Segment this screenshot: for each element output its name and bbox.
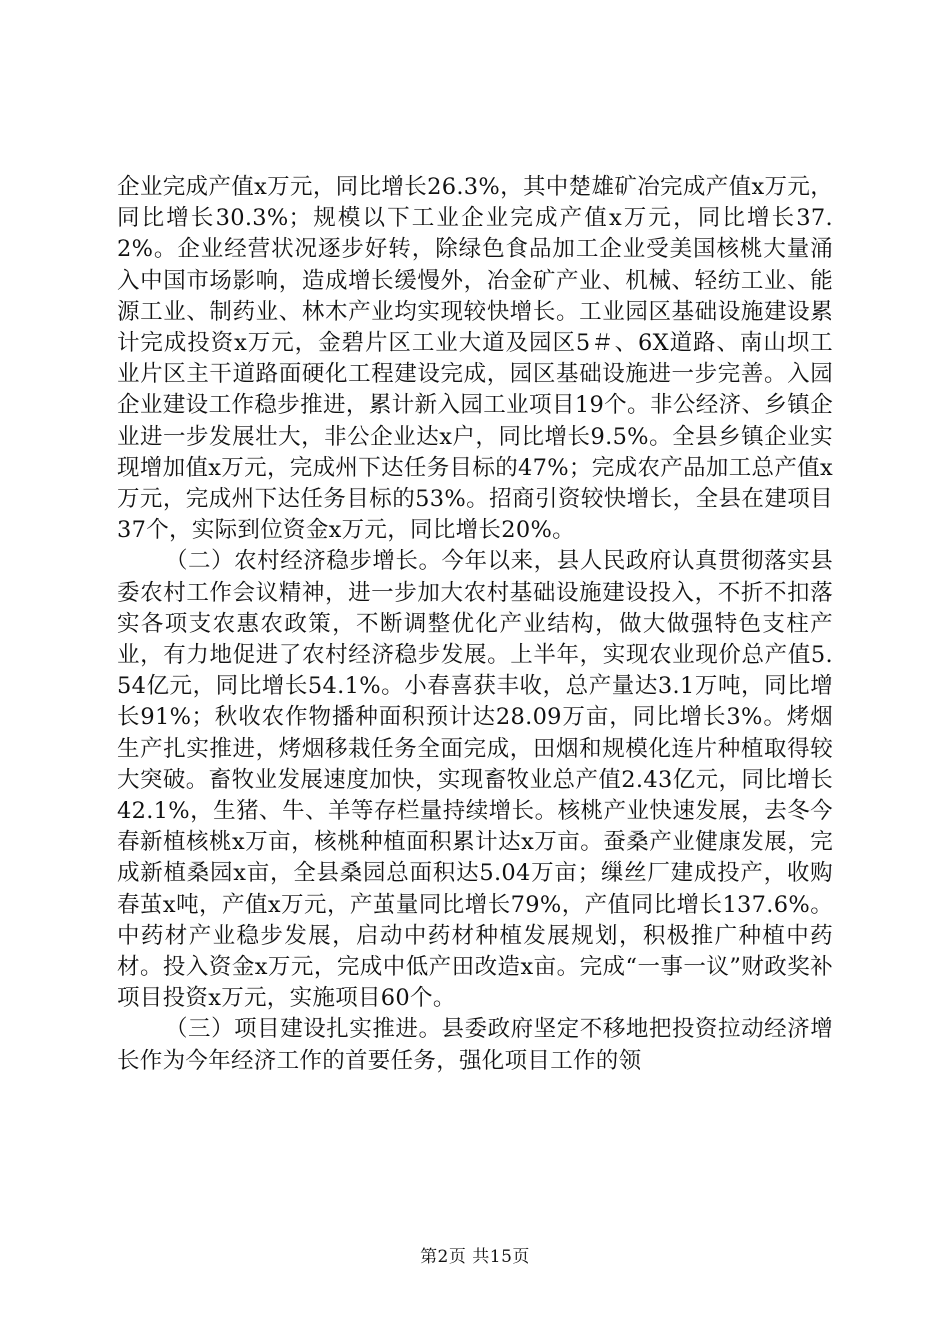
paragraph-project-construction: （三）项目建设扎实推进。县委政府坚定不移地把投资拉动经济增长作为今年经济工作的首要任务，强化项目工作的领	[117, 1016, 833, 1074]
paragraph-industry: 企业完成产值x万元，同比增长26.3%，其中楚雄矿冶完成产值x万元，同比增长30.3%；规模以下工业企业完成产值x万元，同比增长37.2%。企业经营状况逐步好转，除绿色食品加工企业受美国核桃大量涌入中国市场影响，造成增长缓慢外，冶金矿产业、机械、轻纺工业、能源工业、制药业、林木产业均实现较快增长。工业园区基础设施建设累计完成投资x万元，金碧片区工业大道及园区5＃、6X道路、南山坝工业片区主干道路面硬化工程建设完成，园区基础设施进一步完善。入园企业建设工作稳步推进，累计新入园工业项目19个。非公经济、乡镇企业进一步发展壮大，非公企业达x户，同比增长9.5%。全县乡镇企业实现增加值x万元，完成州下达任务目标的47%；完成农产品加工总产值x万元，完成州下达任务目标的53%。招商引资较快增长，全县在建项目37个，实际到位资金x万元，同比增长20%。	[117, 174, 833, 544]
paragraph-rural-economy: （二）农村经济稳步增长。今年以来，县人民政府认真贯彻落实县委农村工作会议精神，进一步加大农村基础设施建设投入，不折不扣落实各项支农惠农政策，不断调整优化产业结构，做大做强特色支柱产业，有力地促进了农村经济稳步发展。上半年，实现农业现价总产值5.54亿元，同比增长54.1%。小春喜获丰收，总产量达3.1万吨，同比增长91%；秋收农作物播种面积预计达28.09万亩，同比增长3%。烤烟生产扎实推进，烤烟移栽任务全面完成，田烟和规模化连片种植取得较大突破。畜牧业发展速度加快，实现畜牧业总产值2.43亿元，同比增长42.1%，生猪、牛、羊等存栏量持续增长。核桃产业快速发展，去冬今春新植核桃x万亩，核桃种植面积累计达x万亩。蚕桑产业健康发展，完成新植桑园x亩，全县桑园总面积达5.04万亩；缫丝厂建成投产，收购春茧x吨，产值x万元，产茧量同比增长79%，产值同比增长137.6%。中药材产业稳步发展，启动中药材种植发展规划，积极推广种植中药材。投入资金x万元，完成中低产田改造x亩。完成“一事一议”财政奖补项目投资x万元，实施项目60个。	[117, 548, 833, 1012]
page-number-footer: 第2页 共15页	[420, 1247, 530, 1267]
document-body	[117, 172, 833, 1077]
